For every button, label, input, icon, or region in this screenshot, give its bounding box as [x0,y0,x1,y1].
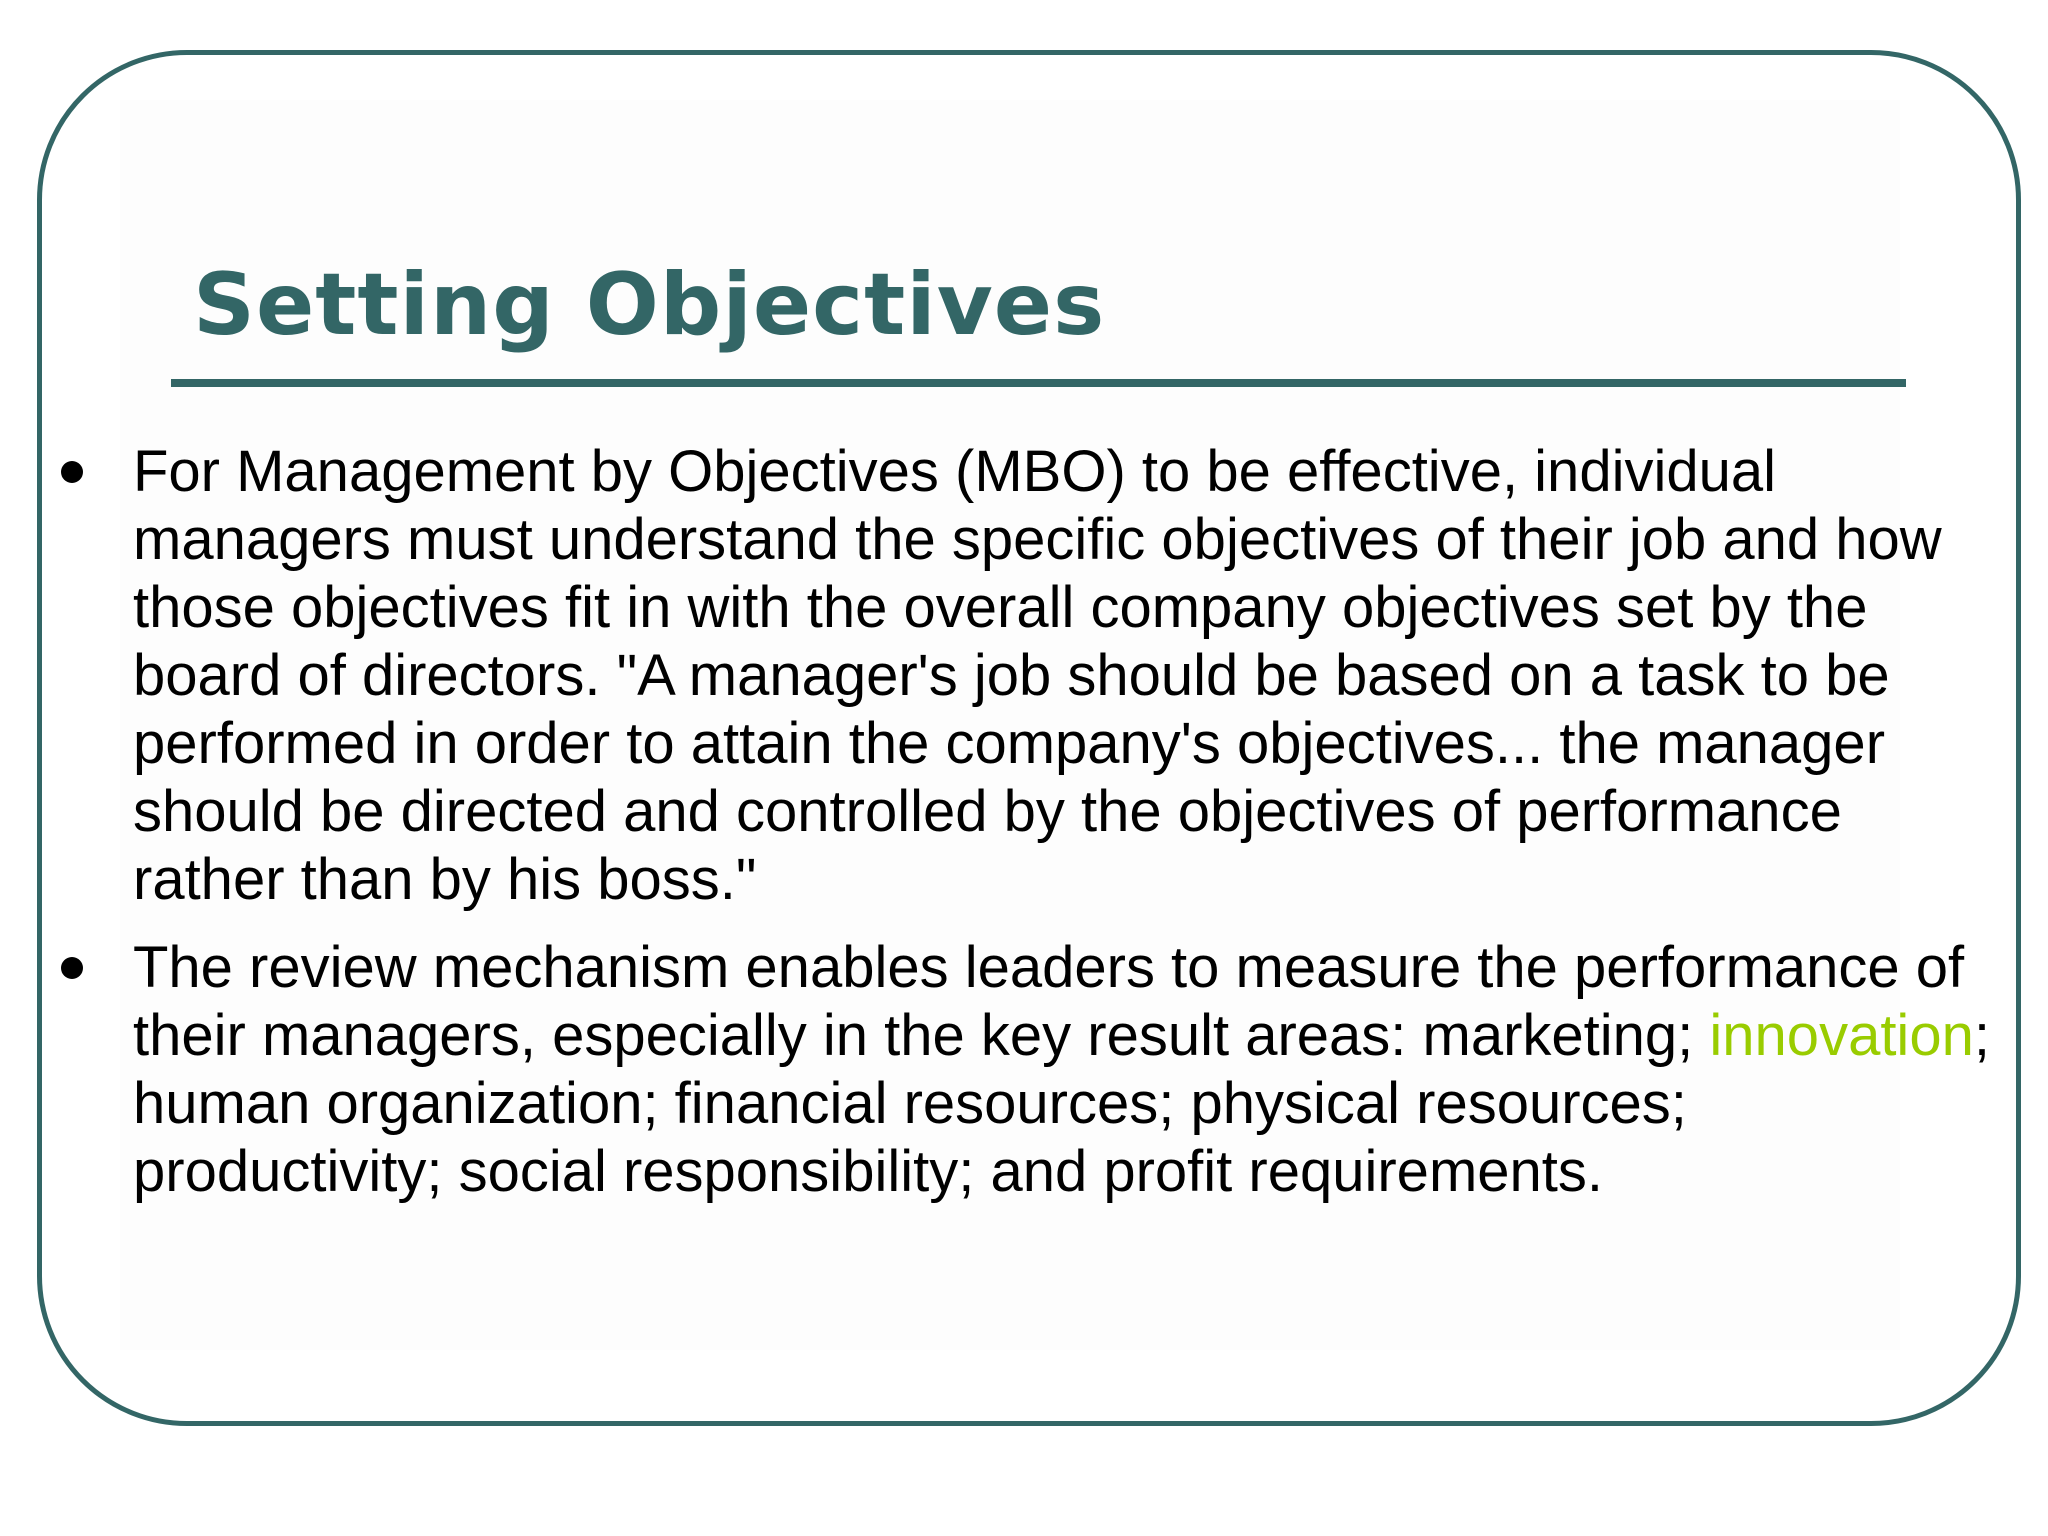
bullet-text: For Management by Objectives (MBO) to be effective, individual managers must understand the specific objectives of their job and how those objectives fit in with the overall company objectives set by the board of directors. "A manager's job should be based on a task to be performed in order to attain the company's objectives... the manager should be directed and controlled by the objectives of performance rather than by his boss." [133,439,1942,912]
title-underline [171,379,1906,387]
bullet-text-after: ; human organization; financial resources; physical resources; productivity; social responsibility; and profit requirements. [133,1003,1990,1204]
bullet-list [57,438,1992,1226]
bullet-dot-icon [61,461,83,483]
bullet-item-review [57,934,1992,1206]
bullet-item-mbo [57,438,1992,914]
bullet-text [133,934,1992,1206]
bullet-dot-icon [61,957,83,979]
slide-title: Setting Objectives [193,255,1106,355]
bullet-text-before: The review mechanism enables leaders to measure the performance of their managers, especially in the key result areas: marketing; [133,935,1965,1068]
highlighted-term: innovation [1709,1003,1974,1068]
